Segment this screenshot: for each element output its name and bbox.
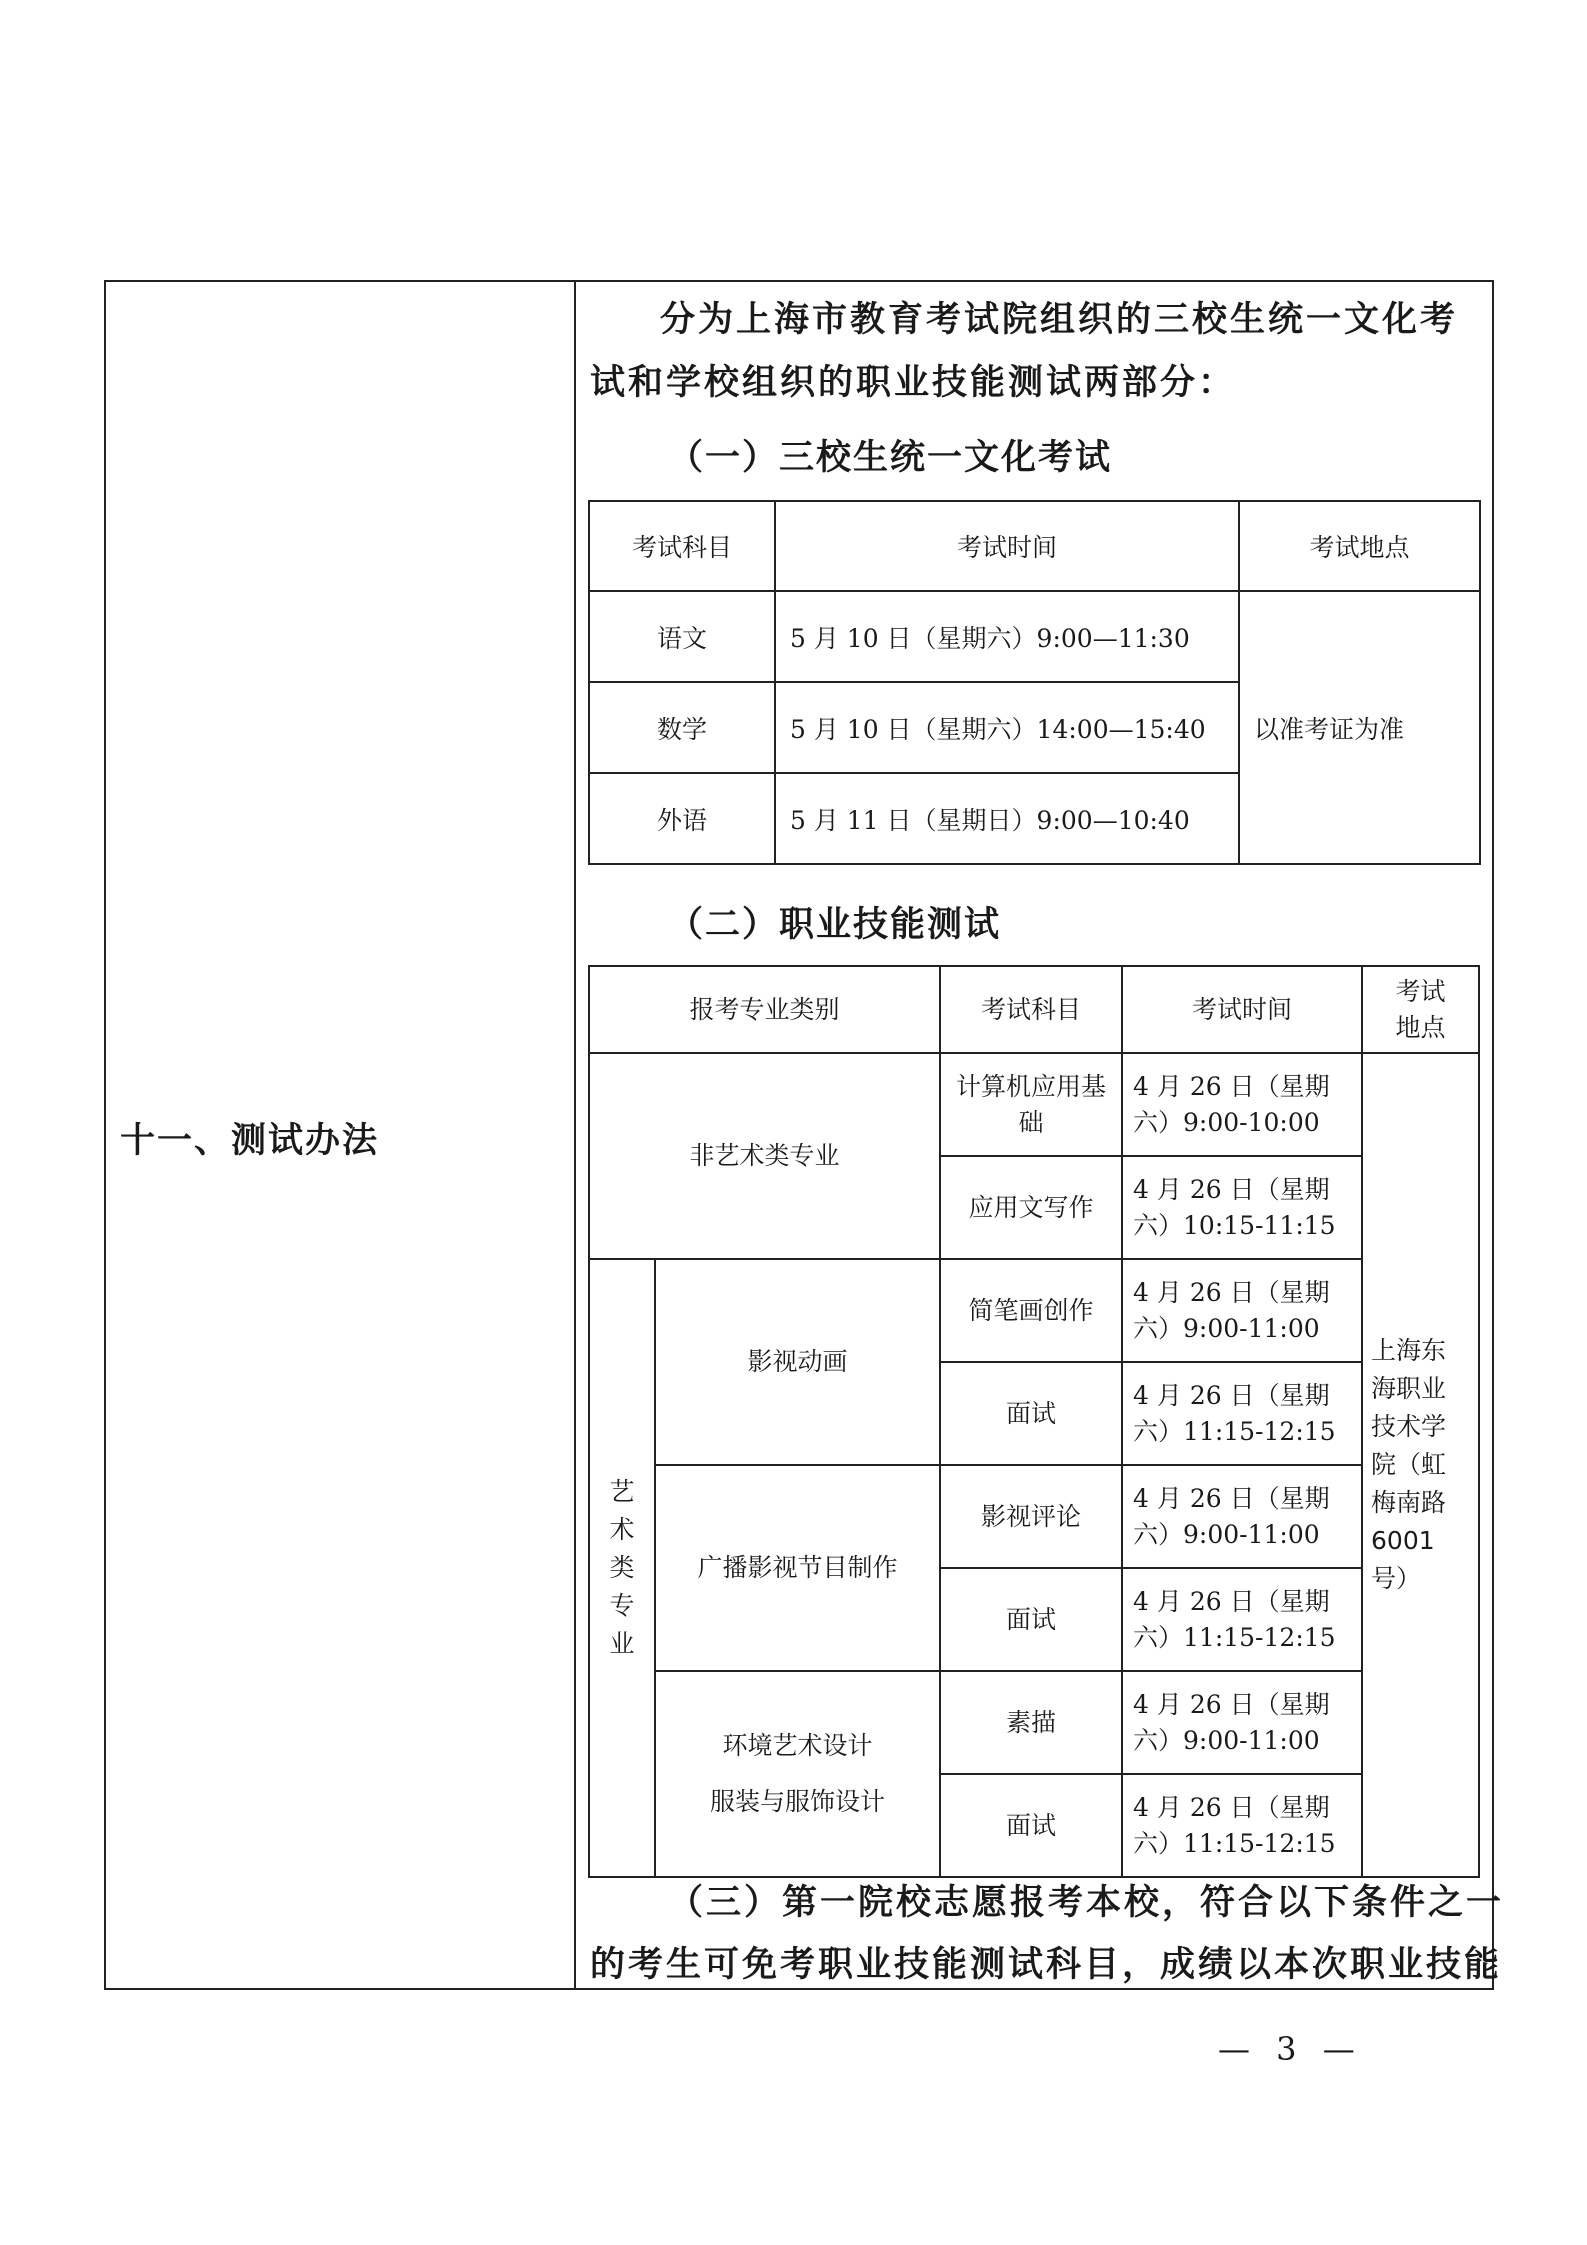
time-cell: 5 月 10 日（星期六）9:00—11:30 — [775, 591, 1239, 682]
location-cell: 上海东海职业技术学院（虹梅南路6001号） — [1362, 1053, 1479, 1877]
intro-line-2: 试和学校组织的职业技能测试两部分： — [590, 362, 1237, 403]
subject-text: 计算机应用基础 — [956, 1071, 1107, 1137]
table-header-row — [589, 966, 1479, 1053]
time-cell: 4 月 26 日（星期六）9:00-11:00 — [1122, 1671, 1362, 1774]
table-row — [589, 591, 1480, 682]
major-cell: 影视动画 — [655, 1259, 940, 1465]
header-time: 考试时间 — [1122, 966, 1362, 1053]
header-time: 考试时间 — [775, 501, 1239, 591]
art-category-cell — [589, 1259, 655, 1877]
subject-cell: 简笔画创作 — [940, 1259, 1122, 1362]
skills-test-table — [588, 965, 1480, 1878]
time-cell: 4 月 26 日（星期六）11:15-12:15 — [1122, 1568, 1362, 1671]
subject-cell: 影视评论 — [940, 1465, 1122, 1568]
major-name-line-2: 服装与服饰设计 — [710, 1787, 886, 1816]
header-category: 报考专业类别 — [589, 966, 940, 1053]
non-art-category-cell: 非艺术类专业 — [589, 1053, 940, 1259]
time-cell: 4 月 26 日（星期六）11:15-12:15 — [1122, 1362, 1362, 1465]
part2-heading: （二）职业技能测试 — [668, 904, 1002, 945]
art-category-text: 艺术类专业 — [609, 1477, 635, 1658]
table-row — [589, 1671, 1479, 1774]
part3-line-2: 的考生可免考职业技能测试科目，成绩以本次职业技能 — [590, 1944, 1503, 1985]
time-cell: 5 月 10 日（星期六）14:00—15:40 — [775, 682, 1239, 773]
header-location-text: 考试地点 — [1395, 976, 1446, 1042]
subject-cell: 外语 — [589, 773, 775, 864]
outer-table-divider — [574, 280, 576, 1990]
table-row — [589, 1259, 1479, 1362]
time-cell: 4 月 26 日（星期六）9:00-10:00 — [1122, 1053, 1362, 1156]
time-cell: 4 月 26 日（星期六）10:15-11:15 — [1122, 1156, 1362, 1259]
subject-cell: 面试 — [940, 1568, 1122, 1671]
subject-cell — [940, 1053, 1122, 1156]
intro-line-1: 分为上海市教育考试院组织的三校生统一文化考 — [660, 299, 1459, 340]
table-row — [589, 1465, 1479, 1568]
location-cell: 以准考证为准 — [1239, 591, 1480, 864]
table-header-row — [589, 501, 1480, 591]
culture-exam-table — [588, 500, 1481, 865]
time-cell: 4 月 26 日（星期六）9:00-11:00 — [1122, 1465, 1362, 1568]
header-subject: 考试科目 — [940, 966, 1122, 1053]
subject-cell: 应用文写作 — [940, 1156, 1122, 1259]
subject-cell: 面试 — [940, 1774, 1122, 1877]
page-number: — 3 — — [1218, 2030, 1363, 2068]
subject-cell: 素描 — [940, 1671, 1122, 1774]
time-cell: 5 月 11 日（星期日）9:00—10:40 — [775, 773, 1239, 864]
major-name-line-1: 环境艺术设计 — [722, 1731, 873, 1760]
subject-cell: 语文 — [589, 591, 775, 682]
major-cell: 广播影视节目制作 — [655, 1465, 940, 1671]
part3-line-1: （三）第一院校志愿报考本校，符合以下条件之一 — [668, 1882, 1505, 1923]
section-label: 十一、测试办法 — [120, 1120, 380, 1161]
major-cell — [655, 1671, 940, 1877]
header-location: 考试地点 — [1239, 501, 1480, 591]
subject-cell: 数学 — [589, 682, 775, 773]
time-cell: 4 月 26 日（星期六）9:00-11:00 — [1122, 1259, 1362, 1362]
header-subject: 考试科目 — [589, 501, 775, 591]
part1-heading: （一）三校生统一文化考试 — [668, 437, 1113, 478]
subject-cell: 面试 — [940, 1362, 1122, 1465]
time-cell: 4 月 26 日（星期六）11:15-12:15 — [1122, 1774, 1362, 1877]
header-location — [1362, 966, 1479, 1053]
table-row — [589, 1053, 1479, 1156]
